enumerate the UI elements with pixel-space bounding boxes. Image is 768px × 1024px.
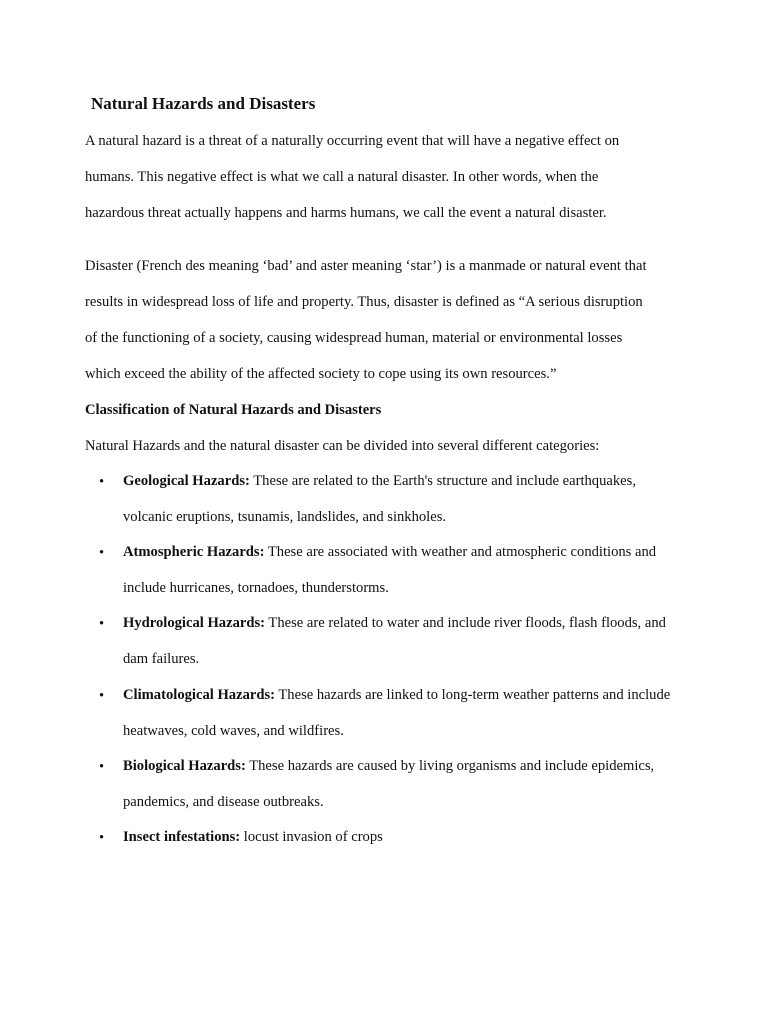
paragraph-2-line-2: results in widespread loss of life and property. Thus, disaster is defined as “A serious disruption	[85, 294, 643, 310]
bullet-text: These hazards are caused by living organisms and include epidemics,	[245, 758, 655, 774]
bullet-text: These hazards are linked to long-term weather patterns and include	[275, 687, 671, 703]
bullet-marker: •	[99, 474, 105, 490]
bullet-term: Geological Hazards:	[123, 473, 250, 489]
paragraph-1-line-3: hazardous threat actually happens and harms humans, we call the event a natural disaster.	[85, 205, 607, 221]
bullet-item-biological	[123, 756, 654, 776]
bullet-term: Hydrological Hazards:	[123, 615, 266, 631]
bullet-term: Insect infestations:	[123, 829, 241, 845]
bullet-text: locust invasion of crops	[240, 829, 383, 845]
bullet-continuation: heatwaves, cold waves, and wildfires.	[123, 723, 344, 739]
bullet-continuation: volcanic eruptions, tsunamis, landslides, and sinkholes.	[123, 509, 447, 525]
paragraph-2-line-4: which exceed the ability of the affected society to cope using its own resources.”	[85, 366, 557, 382]
bullet-marker: •	[99, 545, 105, 561]
paragraph-2-line-1: Disaster (French des meaning ‘bad’ and aster meaning ‘star’) is a manmade or natural event that	[85, 258, 647, 274]
bullet-marker: •	[99, 688, 105, 704]
bullet-item-climatological	[123, 685, 670, 705]
bullet-item-hydrological	[123, 613, 666, 633]
bullet-text: These are associated with weather and atmospheric conditions and	[264, 544, 657, 560]
bullet-item-geological	[123, 471, 636, 491]
paragraph-1-line-2: humans. This negative effect is what we call a natural disaster. In other words, when the	[85, 169, 599, 185]
bullet-item-atmospheric	[123, 542, 656, 562]
bullet-text: These are related to water and include river floods, flash floods, and	[265, 615, 666, 631]
bullet-marker: •	[99, 759, 105, 775]
bullet-term: Biological Hazards:	[123, 758, 246, 774]
bullet-marker: •	[99, 616, 105, 632]
bullet-continuation: include hurricanes, tornadoes, thunderstorms.	[123, 580, 389, 596]
bullet-marker: •	[99, 830, 105, 846]
paragraph-1-line-1: A natural hazard is a threat of a naturally occurring event that will have a negative effect on	[85, 133, 620, 149]
bullet-term: Climatological Hazards:	[123, 687, 275, 703]
paragraph-2-line-3: of the functioning of a society, causing widespread human, material or environmental losses	[85, 330, 623, 346]
bullet-term: Atmospheric Hazards:	[123, 544, 265, 560]
bullet-item-insect	[123, 827, 383, 847]
intro-text: Natural Hazards and the natural disaster can be divided into several different categories:	[85, 438, 600, 454]
bullet-continuation: dam failures.	[123, 651, 200, 667]
bullet-continuation: pandemics, and disease outbreaks.	[123, 794, 324, 810]
document-title: Natural Hazards and Disasters	[91, 94, 316, 113]
section-heading: Classification of Natural Hazards and Disasters	[85, 402, 382, 418]
bullet-text: These are related to the Earth's structure and include earthquakes,	[249, 473, 636, 489]
